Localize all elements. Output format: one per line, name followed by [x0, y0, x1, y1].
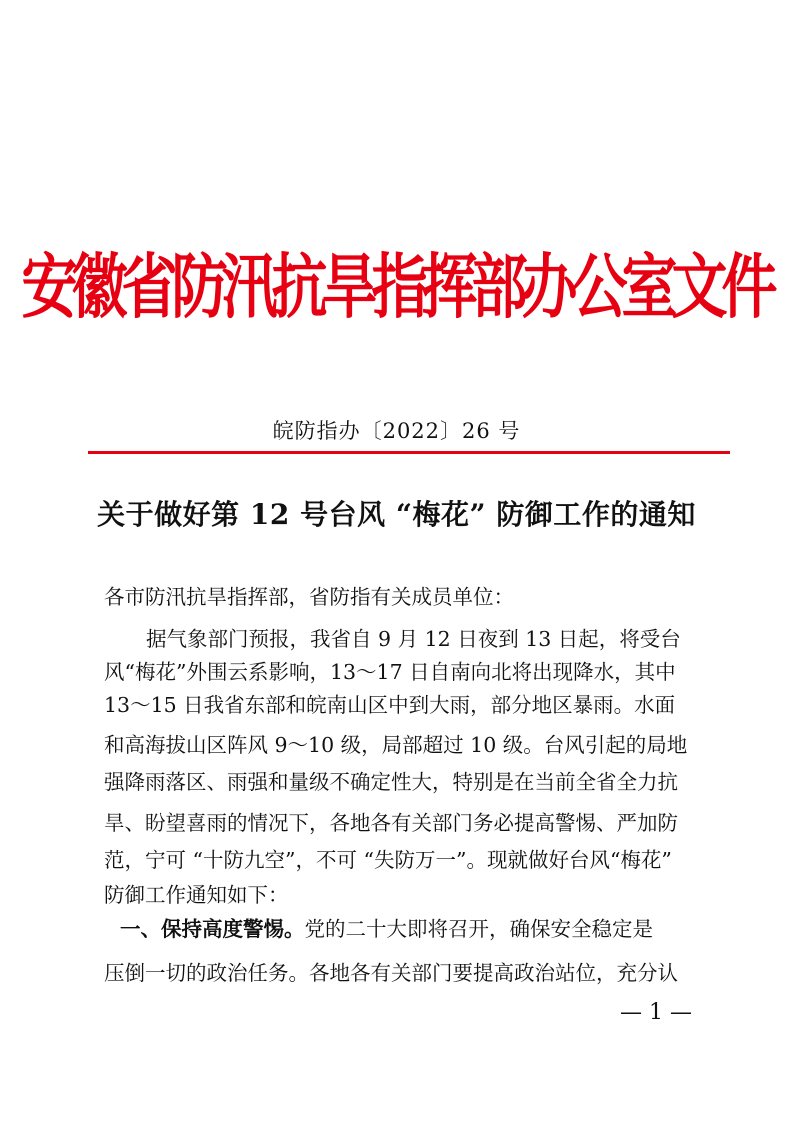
paragraph-line: 强降雨落区、雨强和量级不确定性大，特别是在当前全省全力抗 [104, 770, 678, 794]
paragraph-line: 13～15 日我省东部和皖南山区中到大雨，部分地区暴雨。水面 [104, 693, 676, 717]
paragraph-line: 防御工作通知如下： [104, 883, 289, 907]
paragraph-line: 旱、盼望喜雨的情况下，各地各有关部门务必提高警惕、严加防 [104, 811, 678, 835]
paragraph-line: 风“梅花”外围云系影响，13～17 日自南向北将出现降水，其中 [104, 660, 676, 684]
section-1-text: 党的二十大即将召开，确保安全稳定是 [304, 917, 653, 941]
section-1-first-line [120, 912, 653, 942]
document-header-title: 安徽省防汛抗旱指挥部办公室文件 [21, 247, 772, 329]
paragraph-line: 压倒一切的政治任务。各地各有关部门要提高政治站位，充分认 [104, 961, 678, 985]
page-number: — 1 — [620, 1000, 692, 1025]
paragraph-line: 范，宁可 “十防九空”，不可 “失防万一”。现就做好台风“梅花” [104, 848, 672, 872]
section-1-heading: 一、保持高度警惕。 [120, 917, 305, 941]
salutation: 各市防汛抗旱指挥部，省防指有关成员单位： [104, 585, 514, 609]
paragraph-line: 据气象部门预报，我省自 9 月 12 日夜到 13 日起，将受台 [146, 627, 681, 651]
red-divider-line [88, 451, 730, 454]
paragraph-line: 和高海拔山区阵风 9～10 级，局部超过 10 级。台风引起的局地 [104, 733, 688, 757]
notice-title: 关于做好第 12 号台风 “梅花” 防御工作的通知 [97, 498, 696, 531]
document-number: 皖防指办〔2022〕26 号 [272, 419, 521, 443]
